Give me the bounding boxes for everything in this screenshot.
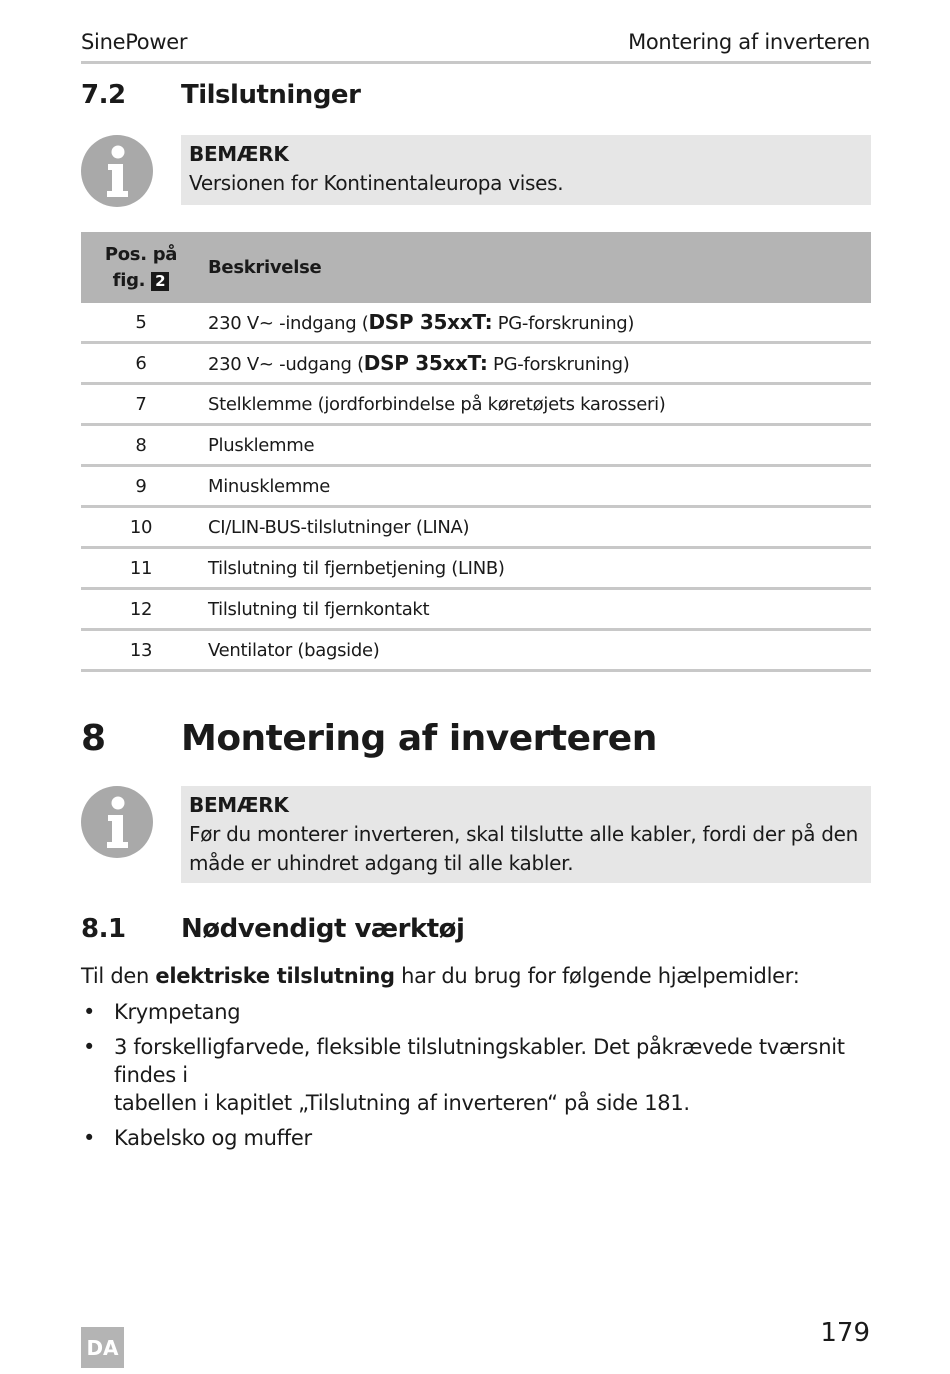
header-rule bbox=[81, 61, 871, 64]
list-item: • Krympetang bbox=[83, 1000, 241, 1024]
table-header-row bbox=[81, 232, 871, 303]
table-row bbox=[81, 630, 871, 671]
row-pos: 11 bbox=[81, 548, 201, 589]
section-title: Nødvendigt værktøj bbox=[181, 914, 465, 944]
info-icon bbox=[81, 135, 153, 207]
row-description: Plusklemme bbox=[201, 425, 871, 466]
connections-table bbox=[81, 232, 871, 672]
note-label: BEMÆRK bbox=[189, 142, 289, 166]
table-row bbox=[81, 589, 871, 630]
figure-reference: 2 bbox=[151, 272, 169, 291]
row-description: Tilslutning til fjernbetjening (LINB) bbox=[201, 548, 871, 589]
header-brand: SinePower bbox=[81, 30, 188, 54]
table-row bbox=[81, 303, 871, 343]
chapter-number: 8 bbox=[81, 718, 106, 759]
table-row bbox=[81, 425, 871, 466]
table-header-pos: Pos. på fig. 2 bbox=[104, 243, 178, 291]
row-description: Tilslutning til fjernkontakt bbox=[201, 589, 871, 630]
intro-paragraph: Til den elektriske tilslutning har du brug for følgende hjælpemidler: bbox=[81, 964, 800, 988]
row-pos: 8 bbox=[81, 425, 201, 466]
intro-bold: elektriske tilslutning bbox=[155, 964, 395, 988]
table-header-description: Beskrivelse bbox=[208, 257, 322, 278]
language-tab: DA bbox=[81, 1327, 124, 1368]
row-description: Minusklemme bbox=[201, 466, 871, 507]
table-row bbox=[81, 384, 871, 425]
tool-list bbox=[81, 998, 871, 1159]
note-text-line: måde er uhindret adgang til alle kabler. bbox=[189, 851, 574, 875]
row-pos: 5 bbox=[81, 303, 201, 343]
list-item: • 3 forskelligfarvede, fleksible tilslutningskabler. Det påkrævede tværsnit findes i tabellen i kapitlet „Tilslutning af inverteren“ på side 181. bbox=[83, 1035, 845, 1115]
row-description: 230 V~ -indgang (DSP 35xxT: PG-forskruning) bbox=[201, 303, 871, 343]
page-number: 179 bbox=[820, 1318, 870, 1348]
row-pos: 6 bbox=[81, 343, 201, 384]
row-pos: 10 bbox=[81, 507, 201, 548]
note-box bbox=[181, 786, 871, 883]
row-pos: 12 bbox=[81, 589, 201, 630]
section-number: 7.2 bbox=[81, 80, 126, 110]
bullet-icon: • bbox=[83, 1126, 96, 1150]
row-description: 230 V~ -udgang (DSP 35xxT: PG-forskruning) bbox=[201, 343, 871, 384]
info-icon bbox=[81, 786, 153, 858]
row-description: Stelklemme (jordforbindelse på køretøjets karosseri) bbox=[201, 384, 871, 425]
header-chapter: Montering af inverteren bbox=[628, 30, 870, 54]
section-title: Tilslutninger bbox=[181, 80, 361, 110]
row-description: Ventilator (bagside) bbox=[201, 630, 871, 671]
chapter-title: Montering af inverteren bbox=[181, 718, 657, 759]
bullet-icon: • bbox=[83, 1000, 96, 1024]
ac-symbol: ~ bbox=[258, 313, 274, 334]
table-row bbox=[81, 343, 871, 384]
ac-symbol: ~ bbox=[258, 354, 274, 375]
table-row bbox=[81, 548, 871, 589]
row-description: CI/LIN-BUS-tilslutninger (LINA) bbox=[201, 507, 871, 548]
note-label: BEMÆRK bbox=[189, 793, 289, 817]
row-pos: 9 bbox=[81, 466, 201, 507]
table-row bbox=[81, 507, 871, 548]
bullet-icon: • bbox=[83, 1035, 96, 1059]
note-text: Versionen for Kontinentaleuropa vises. bbox=[189, 171, 564, 195]
row-pos: 13 bbox=[81, 630, 201, 671]
list-item: • Kabelsko og muffer bbox=[83, 1126, 312, 1150]
note-box bbox=[181, 135, 871, 205]
section-number: 8.1 bbox=[81, 914, 126, 944]
model-name: DSP 35xxT: bbox=[368, 310, 493, 334]
model-name: DSP 35xxT: bbox=[363, 351, 488, 375]
row-pos: 7 bbox=[81, 384, 201, 425]
note-text-line: Før du monterer inverteren, skal tilslutte alle kabler, fordi der på den bbox=[189, 822, 858, 846]
table-row bbox=[81, 466, 871, 507]
